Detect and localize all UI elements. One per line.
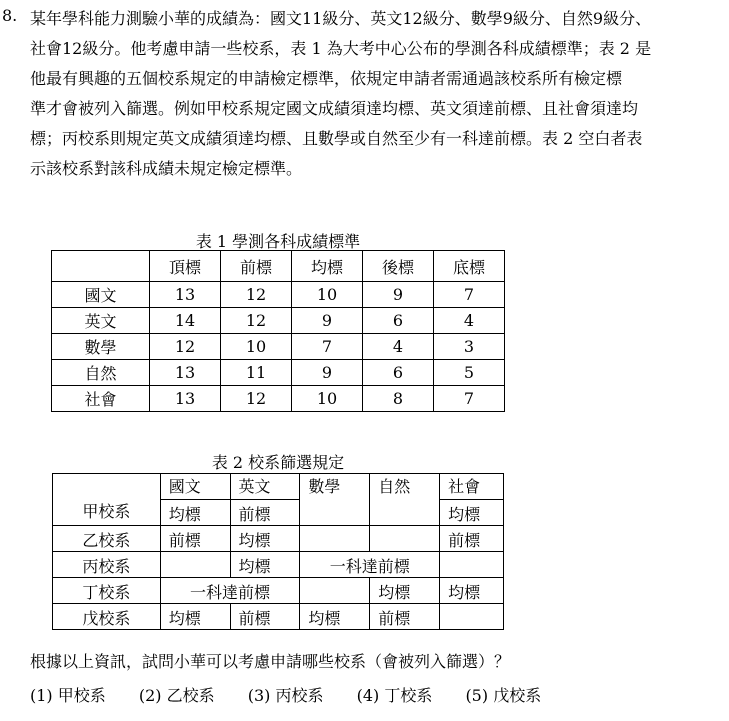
score-cell: 10: [292, 386, 363, 412]
requirement-cell: [160, 552, 230, 578]
requirement-cell: 均標: [370, 578, 440, 604]
question-number: 8.: [2, 6, 18, 25]
table2-header-cell: 英文: [230, 474, 300, 500]
question-prompt: 根據以上資訊，試問小華可以考慮申請哪些校系（會被列入篩選）？: [30, 652, 511, 671]
score-cell: 13: [150, 282, 221, 308]
table-row: [53, 604, 504, 630]
answer-options: [30, 683, 569, 706]
table1-header-cell: 底標: [434, 251, 505, 282]
requirement-cell: 均標: [440, 578, 504, 604]
requirement-cell: [300, 526, 370, 552]
score-cell: 3: [434, 334, 505, 360]
table1-caption: 表 1 學測各科成績標準: [195, 232, 361, 251]
table1-header-row: [52, 251, 505, 282]
table2-header-cell: 自然: [370, 474, 440, 526]
paragraph-line: 某年學科能力測驗小華的成績為：國文11級分、英文12級分、數學9級分、自然9級分、: [30, 9, 652, 28]
table1-header-cell: 均標: [292, 251, 363, 282]
score-cell: 9: [292, 308, 363, 334]
score-cell: 6: [363, 360, 434, 386]
table1-header-cell: [52, 251, 150, 282]
requirement-cell: 均標: [230, 552, 300, 578]
table2-caption: 表 2 校系篩選規定: [211, 453, 345, 472]
paragraph-line: 標；丙校系則規定英文成績須達均標、且數學或自然至少有一科達前標。表 2 空白者表: [30, 129, 643, 148]
score-cell: 4: [434, 308, 505, 334]
score-cell: 10: [221, 334, 292, 360]
score-cell: 10: [292, 282, 363, 308]
option-5[interactable]: (5) 戊校系: [465, 686, 542, 705]
score-cell: 5: [434, 360, 505, 386]
paragraph-line: 社會12級分。他考慮申請一些校系，表 1 為大考中心公布的學測各科成績標準；表 2 是: [30, 39, 652, 58]
table-row: [52, 360, 505, 386]
paragraph-line: 示該校系對該科成績未規定檢定標準。: [30, 159, 303, 178]
department-label: 乙校系: [53, 526, 161, 552]
department-screening-table: [52, 473, 504, 630]
score-cell: 7: [434, 386, 505, 412]
table-row: [52, 282, 505, 308]
requirement-cell: 前標: [230, 500, 300, 526]
subject-label: 社會: [52, 386, 150, 412]
department-label: 丁校系: [53, 578, 161, 604]
score-cell: 14: [150, 308, 221, 334]
table1-header-cell: 頂標: [150, 251, 221, 282]
table2-header-cell: 數學: [300, 474, 370, 526]
option-4[interactable]: (4) 丁校系: [356, 686, 433, 705]
table-row: [53, 526, 504, 552]
table-row: [52, 386, 505, 412]
score-cell: 7: [434, 282, 505, 308]
department-label: 甲校系: [53, 474, 161, 526]
requirement-cell: 前標: [230, 604, 300, 630]
score-cell: 6: [363, 308, 434, 334]
requirement-cell: 均標: [230, 526, 300, 552]
paragraph-line: 準才會被列入篩選。例如甲校系規定國文成績須達均標、英文須達前標、且社會須達均: [30, 99, 639, 118]
department-label: 戊校系: [53, 604, 161, 630]
table1-header-cell: 後標: [363, 251, 434, 282]
subject-label: 英文: [52, 308, 150, 334]
score-cell: 12: [221, 282, 292, 308]
subject-label: 數學: [52, 334, 150, 360]
requirement-cell: 均標: [160, 500, 230, 526]
table-row: [52, 308, 505, 334]
table1-header-cell: 前標: [221, 251, 292, 282]
score-cell: 9: [292, 360, 363, 386]
option-3[interactable]: (3) 丙校系: [247, 686, 324, 705]
requirement-cell: 前標: [160, 526, 230, 552]
score-cell: 13: [150, 386, 221, 412]
score-cell: 12: [221, 308, 292, 334]
score-cell: 8: [363, 386, 434, 412]
option-2[interactable]: (2) 乙校系: [138, 686, 215, 705]
table-row: [53, 552, 504, 578]
table-row: [53, 578, 504, 604]
subject-label: 國文: [52, 282, 150, 308]
score-cell: 12: [150, 334, 221, 360]
requirement-cell: 一科達前標: [300, 552, 440, 578]
score-standards-table: [51, 250, 505, 412]
problem-paragraph: [30, 4, 726, 184]
table2-header-cell: 國文: [160, 474, 230, 500]
requirement-cell: [440, 604, 504, 630]
score-cell: 9: [363, 282, 434, 308]
table-row: [52, 334, 505, 360]
score-cell: 4: [363, 334, 434, 360]
score-cell: 11: [221, 360, 292, 386]
requirement-cell: 均標: [440, 500, 504, 526]
requirement-cell: 均標: [300, 604, 370, 630]
requirement-cell: 前標: [370, 604, 440, 630]
score-cell: 7: [292, 334, 363, 360]
requirement-cell: [300, 578, 370, 604]
requirement-cell: [440, 552, 504, 578]
score-cell: 13: [150, 360, 221, 386]
subject-label: 自然: [52, 360, 150, 386]
requirement-cell: 一科達前標: [160, 578, 300, 604]
score-cell: 12: [221, 386, 292, 412]
requirement-cell: 均標: [160, 604, 230, 630]
paragraph-line: 他最有興趣的五個校系規定的申請檢定標準，依規定申請者需通過該校系所有檢定標: [30, 69, 623, 88]
requirement-cell: 前標: [440, 526, 504, 552]
table2-header-row: [53, 474, 504, 500]
table2-header-cell: 社會: [440, 474, 504, 500]
department-label: 丙校系: [53, 552, 161, 578]
option-1[interactable]: (1) 甲校系: [30, 686, 106, 705]
requirement-cell: [370, 526, 440, 552]
